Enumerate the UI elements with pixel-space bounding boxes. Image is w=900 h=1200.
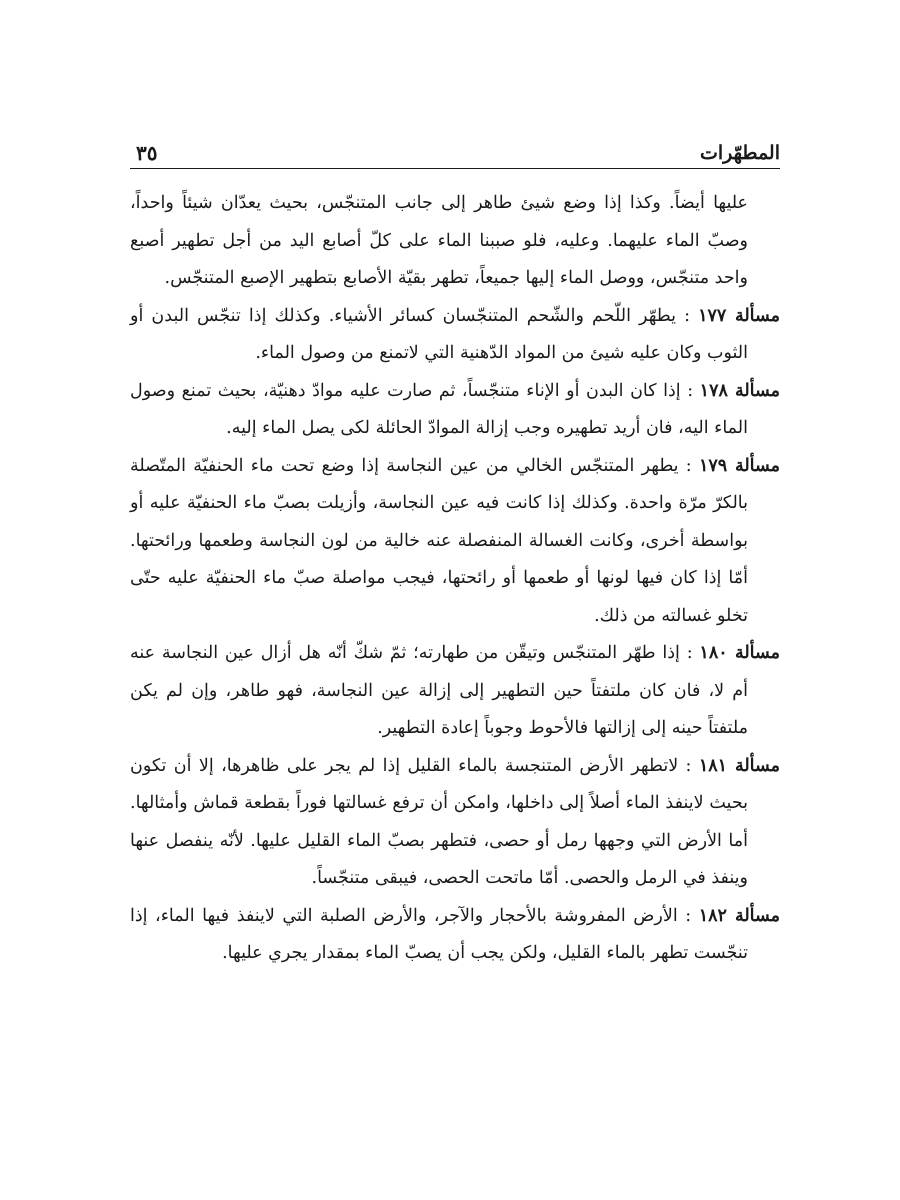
chapter-title: المطهّرات [699,142,780,164]
page-number: ٣٥ [136,141,158,165]
running-header [130,138,780,172]
masala-text: : إذا كان البدن أو الإناء متنجّساً، ثم صارت عليه موادّ دهنيّة، بحيث تمنع وصول الماء اليه، فان أريد تطهيره وجب إزالة الموادّ الحائلة لكى يصل الماء إليه. [130,380,748,438]
header-rule [130,168,780,169]
masala-180 [130,635,780,748]
masala-label: مسألة ١٧٧ [698,305,780,326]
masala-text: : يطهّر اللّحم والشّحم المتنجّسان كسائر الأشياء. وكذلك إذا تنجّس البدن أو الثوب وكان عليه شيئ من المواد الدّهنية التي لاتمنع من وصول الماء. [130,305,748,363]
masala-text: : يطهر المتنجّس الخالي من عين النجاسة إذا وضع تحت ماء الحنفيّة المتّصلة بالكرّ مرّة واحدة. وكذلك إذا كانت فيه عين النجاسة، وأزيلت بصبّ ماء الحنفيّة عليه أو بواسطة أخرى، وكانت الغسالة المنفصلة عنه خالية من لون النجاسة وطعمها ورائحتها. أمّا إذا كان فيها لونها أو طعمها أو رائحتها، فيجب مواصلة صبّ ماء الحنفيّة عليه حتّى تخلو غسالته من ذلك. [130,455,748,626]
masala-label: مسألة ١٨٢ [698,905,780,926]
masala-182 [130,898,780,973]
masala-label: مسألة ١٨١ [698,755,780,776]
masala-label: مسألة ١٧٩ [698,455,780,476]
masala-label: مسألة ١٨٠ [699,643,780,663]
masala-178 [130,373,780,448]
masala-179 [130,448,780,636]
masala-text: : إذا طهّر المتنجّس وتيقّن من طهارته؛ ثمّ شكّ أنّه هل أزال عين النجاسة عنه أم لا، فان كان ملتفتاً حين التطهير إلى إزالة عين النجاسة، فهو طاهر، وإن لم يكن ملتفتاً حينه إلى إزالتها فالأحوط وجوباً إعادة التطهير. [130,643,748,738]
masala-181 [130,748,780,898]
masala-text: : الأرض المفروشة بالأحجار والآجر، والأرض الصلبة التي لاينفذ فيها الماء، إذا تنجّست تطهر بالماء القليل، ولكن يجب أن يصبّ الماء بمقدار يجري عليها. [130,905,748,963]
masala-177 [130,298,780,373]
paragraph-text: عليها أيضاً. وكذا إذا وضع شيئ طاهر إلى جانب المتنجّس، بحيث يعدّان شيئاً واحداً، وصبّ الماء عليهما. وعليه، فلو صببنا الماء على كلّ أصابع اليد من أجل تطهير أصبع واحد متنجّس، ووصل الماء إليها جميعاً، تطهر بقيّة الأصابع بتطهير الإصبع المتنجّس. [130,193,748,288]
body-text [130,185,780,973]
continuation-paragraph [130,185,780,298]
masala-text: : لاتطهر الأرض المتنجسة بالماء القليل إذا لم يجر على ظاهرها، إلا أن تكون بحيث لاينفذ الماء أصلاً إلى داخلها، وامكن أن ترفع غسالتها فوراً بقطعة قماش وأمثالها. أما الأرض التي وجهها رمل أو حصى، فتطهر بصبّ الماء القليل عليها. لأنّه ينفصل عنها وينفذ في الرمل والحصى. أمّا ماتحت الحصى، فيبقى متنجّساً. [130,755,748,888]
masala-label: مسألة ١٧٨ [699,380,780,401]
